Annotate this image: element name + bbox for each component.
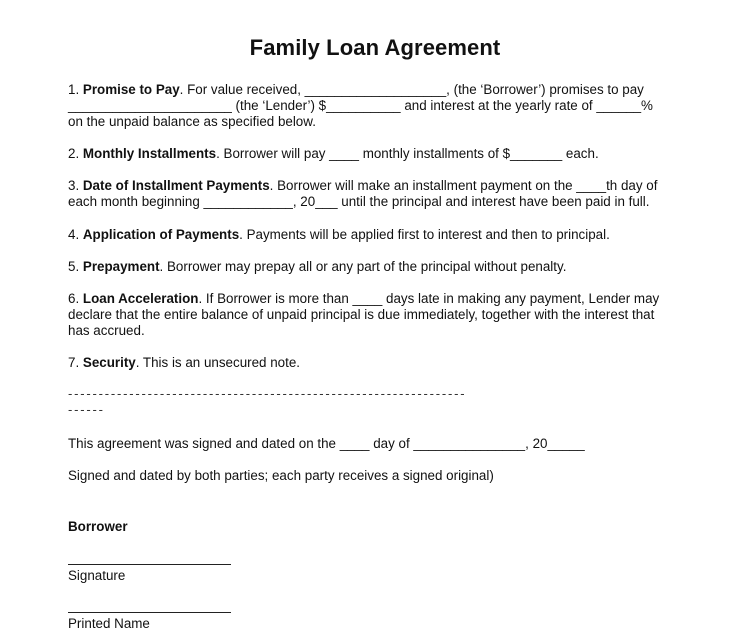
section-5-text: . Borrower may prepay all or any part of the principal without penalty. [159, 259, 567, 274]
section-7-heading: Security [82, 355, 136, 370]
section-6-text: . If Borrower is more than ____ days late in making any payment, Lender may [198, 291, 660, 306]
section-3-text: . Borrower will make an installment payment on the ____th day of [269, 178, 658, 193]
section-6-line-1 [68, 291, 659, 307]
signed-by-parties-line: Signed and dated by both parties; each party receives a signed original) [68, 468, 494, 483]
section-1-number: 1. [68, 82, 83, 97]
section-3-line-1 [68, 178, 657, 194]
signature-line [68, 564, 231, 565]
section-1-line-2: ______________________ (the ‘Lender’) $__________ and interest at the yearly rate of ______% [68, 98, 653, 113]
signed-dated-line: This agreement was signed and dated on the ____ day of _______________, 20_____ [68, 436, 585, 451]
section-2-number: 2. [68, 146, 83, 161]
printed-name-label: Printed Name [68, 616, 150, 631]
document-title: Family Loan Agreement [249, 35, 501, 60]
section-3-number: 3. [68, 178, 83, 193]
printed-name-line [68, 612, 231, 613]
signature-label: Signature [68, 568, 126, 583]
section-2-line [68, 146, 599, 162]
section-6-line-2: declare that the entire balance of unpaid principal is due immediately, together with the interest that [68, 307, 655, 322]
section-4-text: . Payments will be applied first to interest and then to principal. [239, 227, 610, 242]
section-2-heading: Monthly Installments [82, 146, 217, 161]
section-1-text: . For value received, ___________________, (the ‘Borrower’) promises to pay [179, 82, 644, 97]
section-2-text: . Borrower will pay ____ monthly installments of $_______ each. [216, 146, 599, 161]
section-6-line-3: has accrued. [68, 323, 145, 338]
dashed-divider-line-1: ----------------------------------------------------------------- [68, 386, 467, 401]
section-6-heading: Loan Acceleration [82, 291, 199, 306]
section-1-line-3: on the unpaid balance as specified below. [68, 114, 316, 129]
section-7-text: . This is an unsecured note. [135, 355, 300, 370]
section-3-heading: Date of Installment Payments [82, 178, 270, 193]
section-5-number: 5. [68, 259, 83, 274]
section-5-heading: Prepayment [82, 259, 160, 274]
section-3-line-2: each month beginning ____________, 20___ until the principal and interest have been paid in full. [68, 194, 650, 209]
section-4-line [68, 227, 610, 243]
section-1-line-1 [68, 82, 644, 98]
section-7-line [68, 355, 300, 371]
section-4-number: 4. [68, 227, 83, 242]
section-5-line [68, 259, 566, 275]
section-4-heading: Application of Payments [82, 227, 240, 242]
section-7-number: 7. [68, 355, 83, 370]
borrower-heading: Borrower [68, 519, 128, 534]
section-1-heading: Promise to Pay [82, 82, 180, 97]
dashed-divider-line-2: ------ [68, 402, 105, 417]
section-6-number: 6. [68, 291, 83, 306]
